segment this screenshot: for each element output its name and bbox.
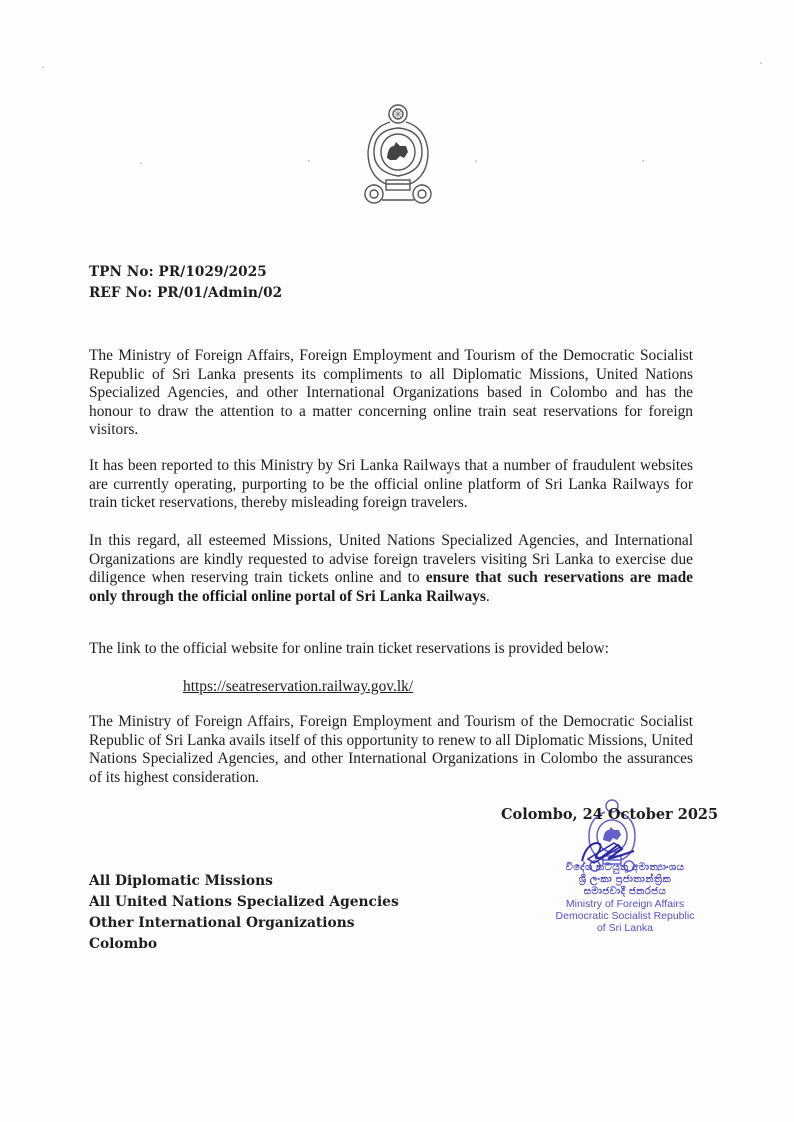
paragraph-link-intro: The link to the official website for online train ticket reservations is provided below:: [89, 640, 609, 657]
stamp-sinhala-line-1: විදේශ කටයුතු අමාත්‍යාංශය: [565, 862, 685, 873]
stamp-english-line-2: Democratic Socialist Republic: [555, 910, 695, 922]
recipient-line: Other International Organizations: [89, 915, 355, 931]
stamp-english-line-1: Ministry of Foreign Affairs: [565, 898, 685, 910]
paragraph-closing: The Ministry of Foreign Affairs, Foreign Employment and Tourism of the Democratic Socialist Republic of Sri Lanka avails itself of this opportunity to renew to all Diplomatic Missions, United Nations Specialized Agencies, and other International Organizations in Colombo the assurances of its highest consideration.: [89, 713, 693, 786]
scan-speck: [42, 66, 44, 68]
recipients-block: [89, 871, 399, 955]
stamp-english-line-3: of Sri Lanka: [596, 922, 654, 934]
national-emblem-icon: [360, 100, 436, 208]
request-end: .: [485, 587, 490, 605]
recipient-line: All United Nations Specialized Agencies: [89, 894, 399, 910]
ref-number: REF No: PR/01/Admin/02: [89, 285, 283, 301]
request-emphasis: ensure that such reservations are made only through the official online portal of Sri Lanka Railways: [89, 569, 693, 605]
scan-speck: [475, 160, 477, 162]
scan-speck: [140, 162, 142, 164]
date-line: Colombo, 24 October 2025: [501, 806, 719, 823]
tpn-number: TPN No: PR/1029/2025: [89, 264, 267, 280]
paragraph-fraud-report: It has been reported to this Ministry by Sri Lanka Railways that a number of fraudulent websites are currently operating, purporting to be the official online platform of Sri Lanka Railways for train ticket reservations, thereby misleading foreign travelers.: [89, 457, 693, 512]
recipient-line: All Diplomatic Missions: [89, 873, 273, 889]
stamp-sinhala-line-3: සමාජවාදී ජනරජය: [583, 886, 667, 897]
paragraph-request: [89, 532, 693, 606]
stamp-sinhala-line-2: ශ්‍රී ලංකා ප්‍රජාතාන්ත්‍රික: [578, 874, 672, 885]
signature-icon: [578, 835, 638, 865]
recipient-line: Colombo: [89, 936, 158, 952]
official-website-link[interactable]: https://seatreservation.railway.gov.lk/: [183, 678, 414, 695]
ministry-stamp: [540, 862, 710, 934]
scan-speck: [308, 160, 310, 162]
paragraph-introduction: The Ministry of Foreign Affairs, Foreign Employment and Tourism of the Democratic Socialist Republic of Sri Lanka presents its compliments to all Diplomatic Missions, United Nations Specialized Agencies, and other International Organizations based in Colombo and has the honour to draw the attention to a matter concerning online train seat reservations for foreign visitors.: [89, 347, 693, 439]
scan-speck: [642, 160, 644, 162]
reference-block: [89, 262, 282, 304]
request-text: In this regard, all esteemed Missions, United Nations Specialized Agencies, and International Organizations are kindly requested to advise foreign travelers visiting Sri Lanka to exercise due diligence when reserving train tickets online and to: [89, 532, 693, 587]
scan-speck: [760, 62, 762, 64]
